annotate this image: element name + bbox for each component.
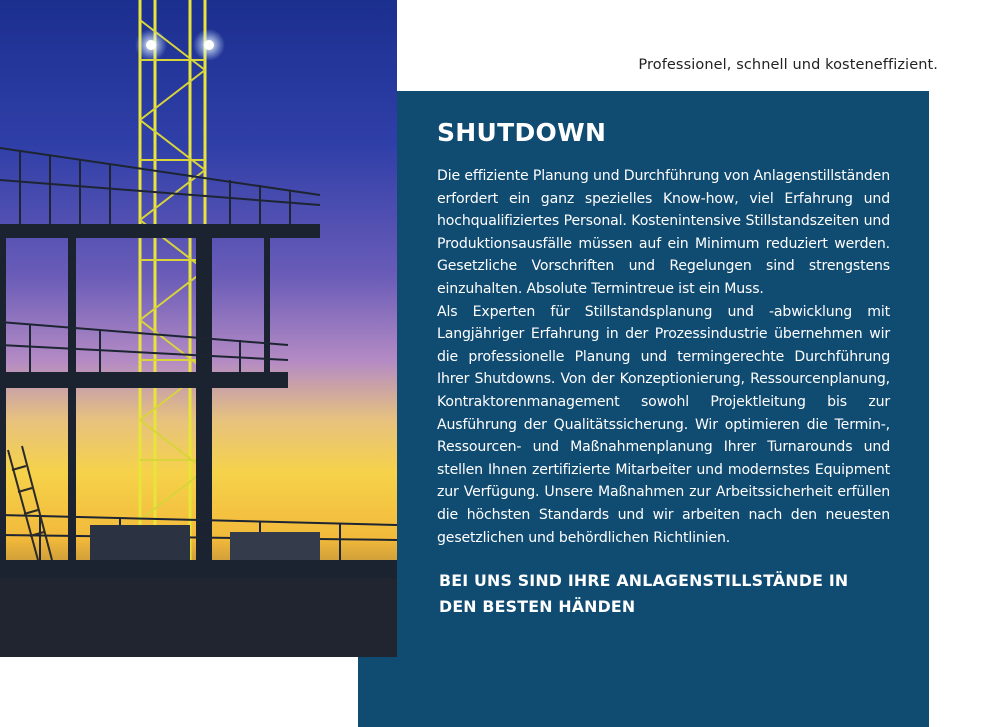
body-paragraph: Als Experten für Stillstandsplanung und -abwicklung mit Langjähriger Erfahrung in der Prozessindustrie übernehmen wir die professionelle Planung und termingerechte Durchführung Ihrer Shutdowns. Von der Konzeptionierung, Ressourcenplanung, Kontraktorenmanagement sowohl Projektleitung bis zur Ausführung der Qualitätssicherung. Wir optimieren die Termin-, Ressourcen- und Maßnahmenplanung Ihrer Turnarounds und stellen Ihnen zertifizierte Mitarbeiter und modernstes Equipment zur Verfügung. Unsere Maßnahmen zur Arbeitssicherheit erfüllen die höchsten Standards und wir arbeiten nach den neuesten gesetzlichen und behördlichen Richtlinien. — [437, 303, 890, 546]
tagline: Professionel, schnell und kosteneffizient. — [638, 57, 938, 73]
closing-statement: BEI UNS SIND IHRE ANLAGENSTILLSTÄNDE IN DEN BESTEN HÄNDEN — [439, 571, 849, 617]
construction-site-photo — [0, 0, 397, 657]
body-paragraph: Die effiziente Planung und Durchführung von Anlagenstillständen erfordert ein ganz spezielles Know-how, viel Erfahrung und hochqualifiziertes Personal. Kostenintensive Stillstandszeiten und Produktionsausfälle müssen auf ein Minimum reduziert werden. Gesetzliche Vorschriften und Regelungen sind strengstens einzuhalten. Absolute Termintreue ist ein Muss. — [437, 168, 890, 297]
section-title: SHUTDOWN — [437, 118, 607, 147]
section-body — [437, 165, 890, 549]
shutdown-section — [437, 118, 890, 620]
